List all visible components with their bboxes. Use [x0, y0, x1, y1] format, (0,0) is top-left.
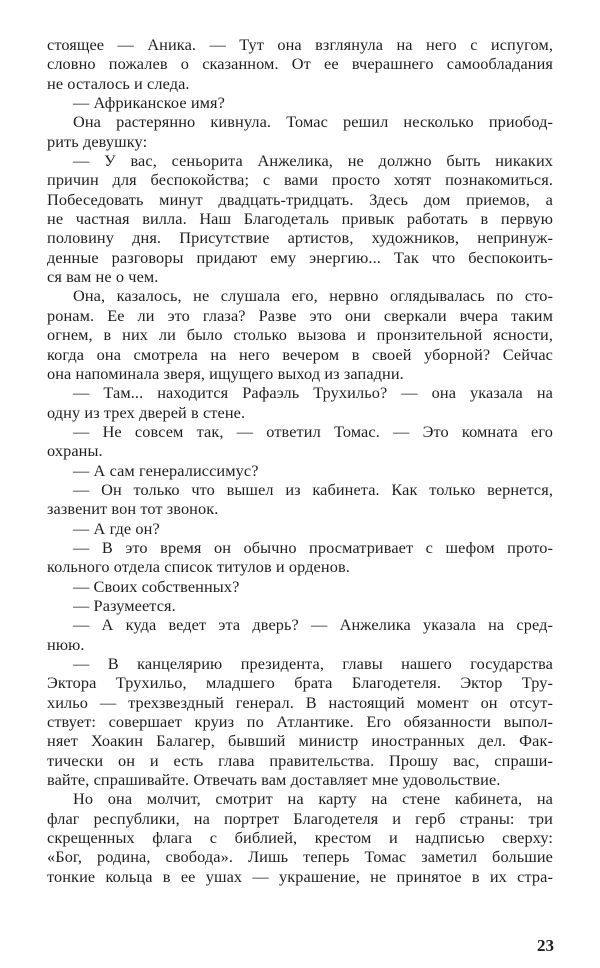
- paragraph: [47, 789, 553, 886]
- paragraph: [47, 519, 553, 538]
- text-line: хильо — трехзвездный генерал. В настоящий момент он отсут-: [47, 692, 553, 712]
- text-line: тически он и есть глава правительства. Прошу вас, спраши-: [47, 750, 553, 770]
- paragraph: [47, 35, 553, 93]
- text-line: охраны.: [47, 441, 103, 461]
- text-line: половину дня. Присутствие артистов, художников, непринуж-: [47, 228, 553, 248]
- text-line: не частная вилла. Наш Благодеталь привык работать в первую: [47, 209, 553, 229]
- text-line: тонкие кольца в ее ушах — украшение, не принятое в их стра-: [47, 866, 553, 886]
- text-line: — Там... находится Рафаэль Трухильо? — она указала на: [73, 383, 553, 403]
- text-line: огнем, в них ли было столько вызова и пронзительной ясности,: [47, 325, 553, 345]
- text-line: — Он только что вышел из кабинета. Как только вернется,: [73, 479, 553, 499]
- text-line: нюю.: [47, 634, 85, 654]
- text-line: денные разговоры придают ему энергию... Так что беспокоить-: [47, 247, 553, 267]
- paragraph: [47, 480, 553, 519]
- text-line: — А где он?: [73, 518, 160, 538]
- text-line: Но она молчит, смотрит на карту на стене кабинета, на: [73, 789, 553, 809]
- text-line: рить девушку:: [47, 131, 148, 151]
- paragraph: [47, 596, 553, 615]
- text-line: одну из трех дверей в стене.: [47, 402, 246, 422]
- paragraph: [47, 112, 553, 151]
- text-line: «Бог, родина, свобода». Лишь теперь Томас заметил большие: [47, 847, 553, 867]
- paragraph: [47, 286, 553, 383]
- paragraph: [47, 654, 553, 789]
- text-line: причин для беспокойства; с вами просто хотят познакомиться.: [47, 170, 553, 190]
- text-line: кольного отдела список титулов и орденов.: [47, 557, 350, 577]
- text-line: — У вас, сеньорита Анжелика, не должно быть никаких: [73, 151, 553, 171]
- text-line: Эктора Трухильо, младшего брата Благодетеля. Эктор Тру-: [47, 673, 553, 693]
- text-line: — В канцелярию президента, главы нашего государства: [73, 654, 553, 673]
- text-line: — Своих собственных?: [73, 576, 240, 596]
- text-line: — А куда ведет эта дверь? — Анжелика указала на сред-: [73, 615, 553, 635]
- paragraph: [47, 461, 553, 480]
- paragraph: [47, 538, 553, 577]
- text-line: ствует: совершает круиз по Атлантике. Его обязанности выпол-: [47, 712, 553, 732]
- paragraph: [47, 151, 553, 286]
- paragraph: [47, 615, 553, 654]
- text-line: словно пожалев о сказанном. От ее вчерашнего самообладания: [47, 54, 553, 74]
- paragraph: [47, 383, 553, 422]
- text-line: — Не совсем так, — ответил Томас. — Это комната его: [73, 421, 553, 441]
- text-line: когда она смотрела на него вечером в своей уборной? Сейчас: [47, 344, 553, 364]
- page-body-text: [47, 35, 553, 886]
- text-line: ся вам не о чем.: [47, 267, 159, 287]
- text-line: няет Хоакин Балагер, бывший министр иностранных дел. Фак-: [47, 731, 553, 751]
- paragraph: [47, 577, 553, 596]
- text-line: — Африканское имя?: [73, 93, 225, 113]
- text-line: — Разумеется.: [73, 595, 176, 615]
- text-line: скрещенных флага с библией, крестом и надписью сверху:: [47, 828, 553, 848]
- text-line: — В это время он обычно просматривает с шефом прото-: [73, 537, 553, 557]
- paragraph: [47, 93, 553, 112]
- page-number: 23: [537, 936, 554, 955]
- text-line: флаг республики, на портрет Благодетеля и герб страны: три: [47, 808, 553, 828]
- text-line: вайте, спрашивайте. Отвечать вам доставляет мне удовольствие.: [47, 770, 501, 790]
- text-line: зазвенит вон тот звонок.: [47, 499, 219, 519]
- text-line: Побеседовать минут двадцать-тридцать. Здесь дом приемов, а: [47, 189, 553, 209]
- text-line: Она растерянно кивнула. Томас решил несколько приобод-: [73, 112, 553, 132]
- text-line: не осталось и следа.: [47, 73, 190, 93]
- text-line: — А сам генералиссимус?: [73, 460, 259, 480]
- text-line: Она, казалось, не слушала его, нервно оглядывалась по сто-: [73, 286, 553, 306]
- text-line: ронам. Ее ли это глаза? Разве это они сверкали вчера таким: [47, 305, 553, 325]
- paragraph: [47, 422, 553, 461]
- text-line: она напоминала зверя, ищущего выход из западни.: [47, 363, 404, 383]
- text-line: стоящее — Аника. — Тут она взглянула на него с испугом,: [47, 35, 553, 54]
